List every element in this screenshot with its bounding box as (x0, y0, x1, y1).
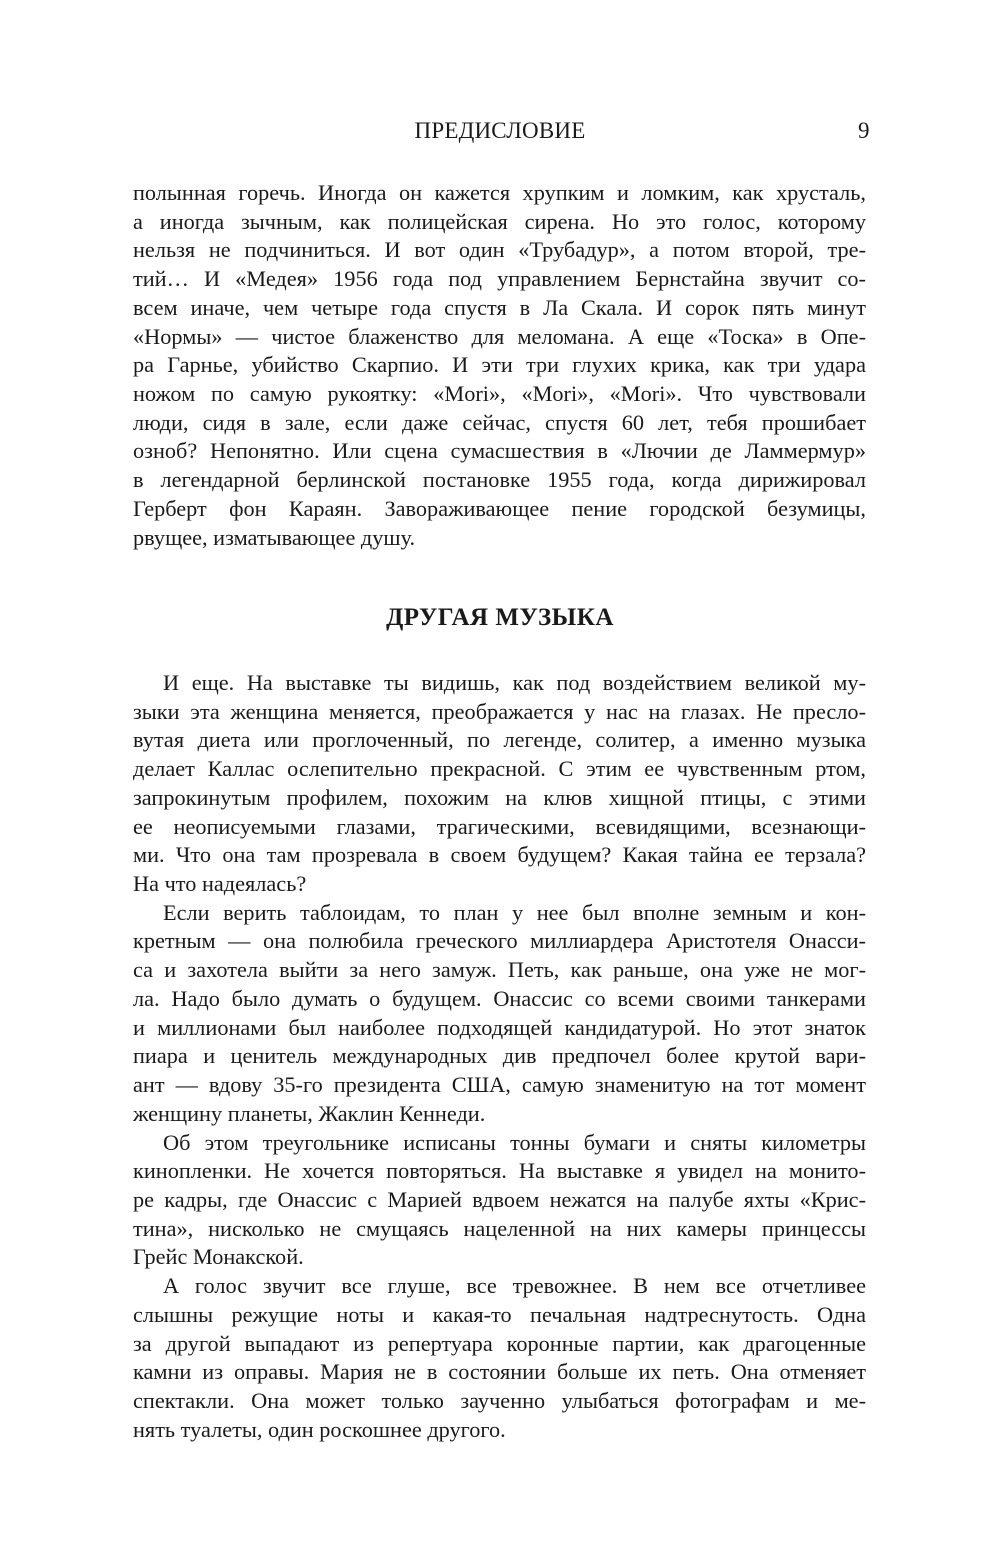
text-line: кретным — она полюбила греческого миллиардера Аристотеля Онасси- (133, 928, 866, 954)
text-line: ми. Что она там прозревала в своем будущем? Какая тайна ее терзала? (133, 842, 866, 868)
text-line: са и захотела выйти за него замуж. Петь, как раньше, она уже не мог- (133, 957, 866, 983)
paragraph (133, 899, 866, 1129)
text-line: слышны режущие ноты и какая-то печальная надтреснутость. Одна (133, 1301, 866, 1327)
text-line: полынная горечь. Иногда он кажется хрупким и ломким, как хрусталь, (133, 180, 866, 205)
text-line: вутая диета или проглоченный, по легенде, солитер, а именно музыка (133, 727, 866, 753)
text-line: Грейс Монакской. (133, 1244, 304, 1270)
text-line: ант — вдову 35-го президента США, самую знаменитую на тот момент (133, 1072, 866, 1098)
text-line: нять туалеты, один роскошнее другого. (133, 1416, 506, 1442)
running-head: ПРЕДИСЛОВИЕ (414, 118, 586, 143)
text-line: камни из оправы. Мария не в состоянии больше их петь. Она отменяет (133, 1359, 866, 1385)
text-line: нельзя не подчиниться. И вот один «Трубадур», а потом второй, тре- (133, 237, 866, 263)
text-line: озноб? Непонятно. Или сцена сумасшествия в «Лючии де Ламмермур» (133, 438, 866, 464)
text-line: за другой выпадают из репертуара коронные партии, как драгоценные (133, 1330, 866, 1356)
paragraph (133, 669, 866, 899)
text-line: спектакли. Она может только заученно улыбаться фотографам и ме- (133, 1387, 866, 1413)
text-line: рвущее, изматывающее душу. (133, 524, 416, 550)
text-line: и миллионами был наиболее подходящей кандидатурой. Но этот знаток (133, 1014, 866, 1040)
text-line: Герберт фон Караян. Завораживающее пение городской безумицы, (133, 495, 866, 521)
text-line: ла. Надо было думать о будущем. Онассис со всеми своими танкерами (133, 985, 866, 1011)
text-line: ра Гарнье, убийство Скарпио. И эти три глухих крика, как три удара (133, 352, 866, 378)
section2-text (133, 669, 866, 1444)
text-line: запрокинутым профилем, похожим на клюв хищной птицы, с этими (133, 784, 866, 810)
text-line: делает Каллас ослепительно прекрасной. С этим ее чувственным ртом, (133, 756, 866, 782)
text-line: люди, сидя в зале, если даже сейчас, спустя 60 лет, тебя прошибает (133, 409, 866, 435)
text-line: тина», нисколько не смущаясь нацеленной на них камеры принцессы (133, 1215, 866, 1241)
text-line: пиара и ценитель международных див предпочел более крутой вари- (133, 1043, 866, 1069)
text-line: ножом по самую рукоятку: «Mori», «Mori», «Mori». Что чувствовали (133, 381, 866, 407)
text-line: в легендарной берлинской постановке 1955 года, когда дирижировал (133, 467, 866, 493)
text-line: ре кадры, где Онассис с Марией вдвоем нежатся на палубе яхты «Крис- (133, 1186, 866, 1212)
section1-text (133, 179, 866, 552)
page-number: 9 (858, 118, 870, 143)
paragraph (133, 1129, 866, 1273)
text-line: а иногда зычным, как полицейская сирена. Но это голос, которому (133, 208, 866, 234)
text-line: А голос звучит все глуше, все тревожнее. В нем все отчетливее (163, 1273, 866, 1299)
text-line: тий… И «Медея» 1956 года под управлением Бернстайна звучит со- (133, 266, 866, 292)
text-line: Если верить таблоидам, то план у нее был вполне земным и кон- (163, 899, 866, 925)
paragraph (133, 1272, 866, 1444)
text-line: ее неописуемыми глазами, трагическими, всевидящими, всезнающи- (133, 813, 866, 839)
text-line: И еще. На выставке ты видишь, как под воздействием великой му- (163, 670, 866, 695)
text-line: На что надеялась? (133, 871, 307, 897)
text-line: всем иначе, чем четыре года спустя в Ла Скала. И сорок пять минут (133, 294, 866, 320)
text-line: кинопленки. Не хочется повторяться. На выставке я увидел на монито- (133, 1158, 866, 1184)
text-line: Об этом треугольнике исписаны тонны бумаги и сняты километры (163, 1129, 866, 1155)
paragraph (133, 179, 866, 552)
text-line: «Нормы» — чистое блаженство для меломана. А еще «Тоска» в Опе- (133, 323, 866, 349)
section-heading: ДРУГАЯ МУЗЫКА (386, 604, 614, 631)
text-line: женщину планеты, Жаклин Кеннеди. (133, 1100, 486, 1126)
text-line: зыки эта женщина меняется, преображается у нас на глазах. Не пресло- (133, 698, 866, 724)
